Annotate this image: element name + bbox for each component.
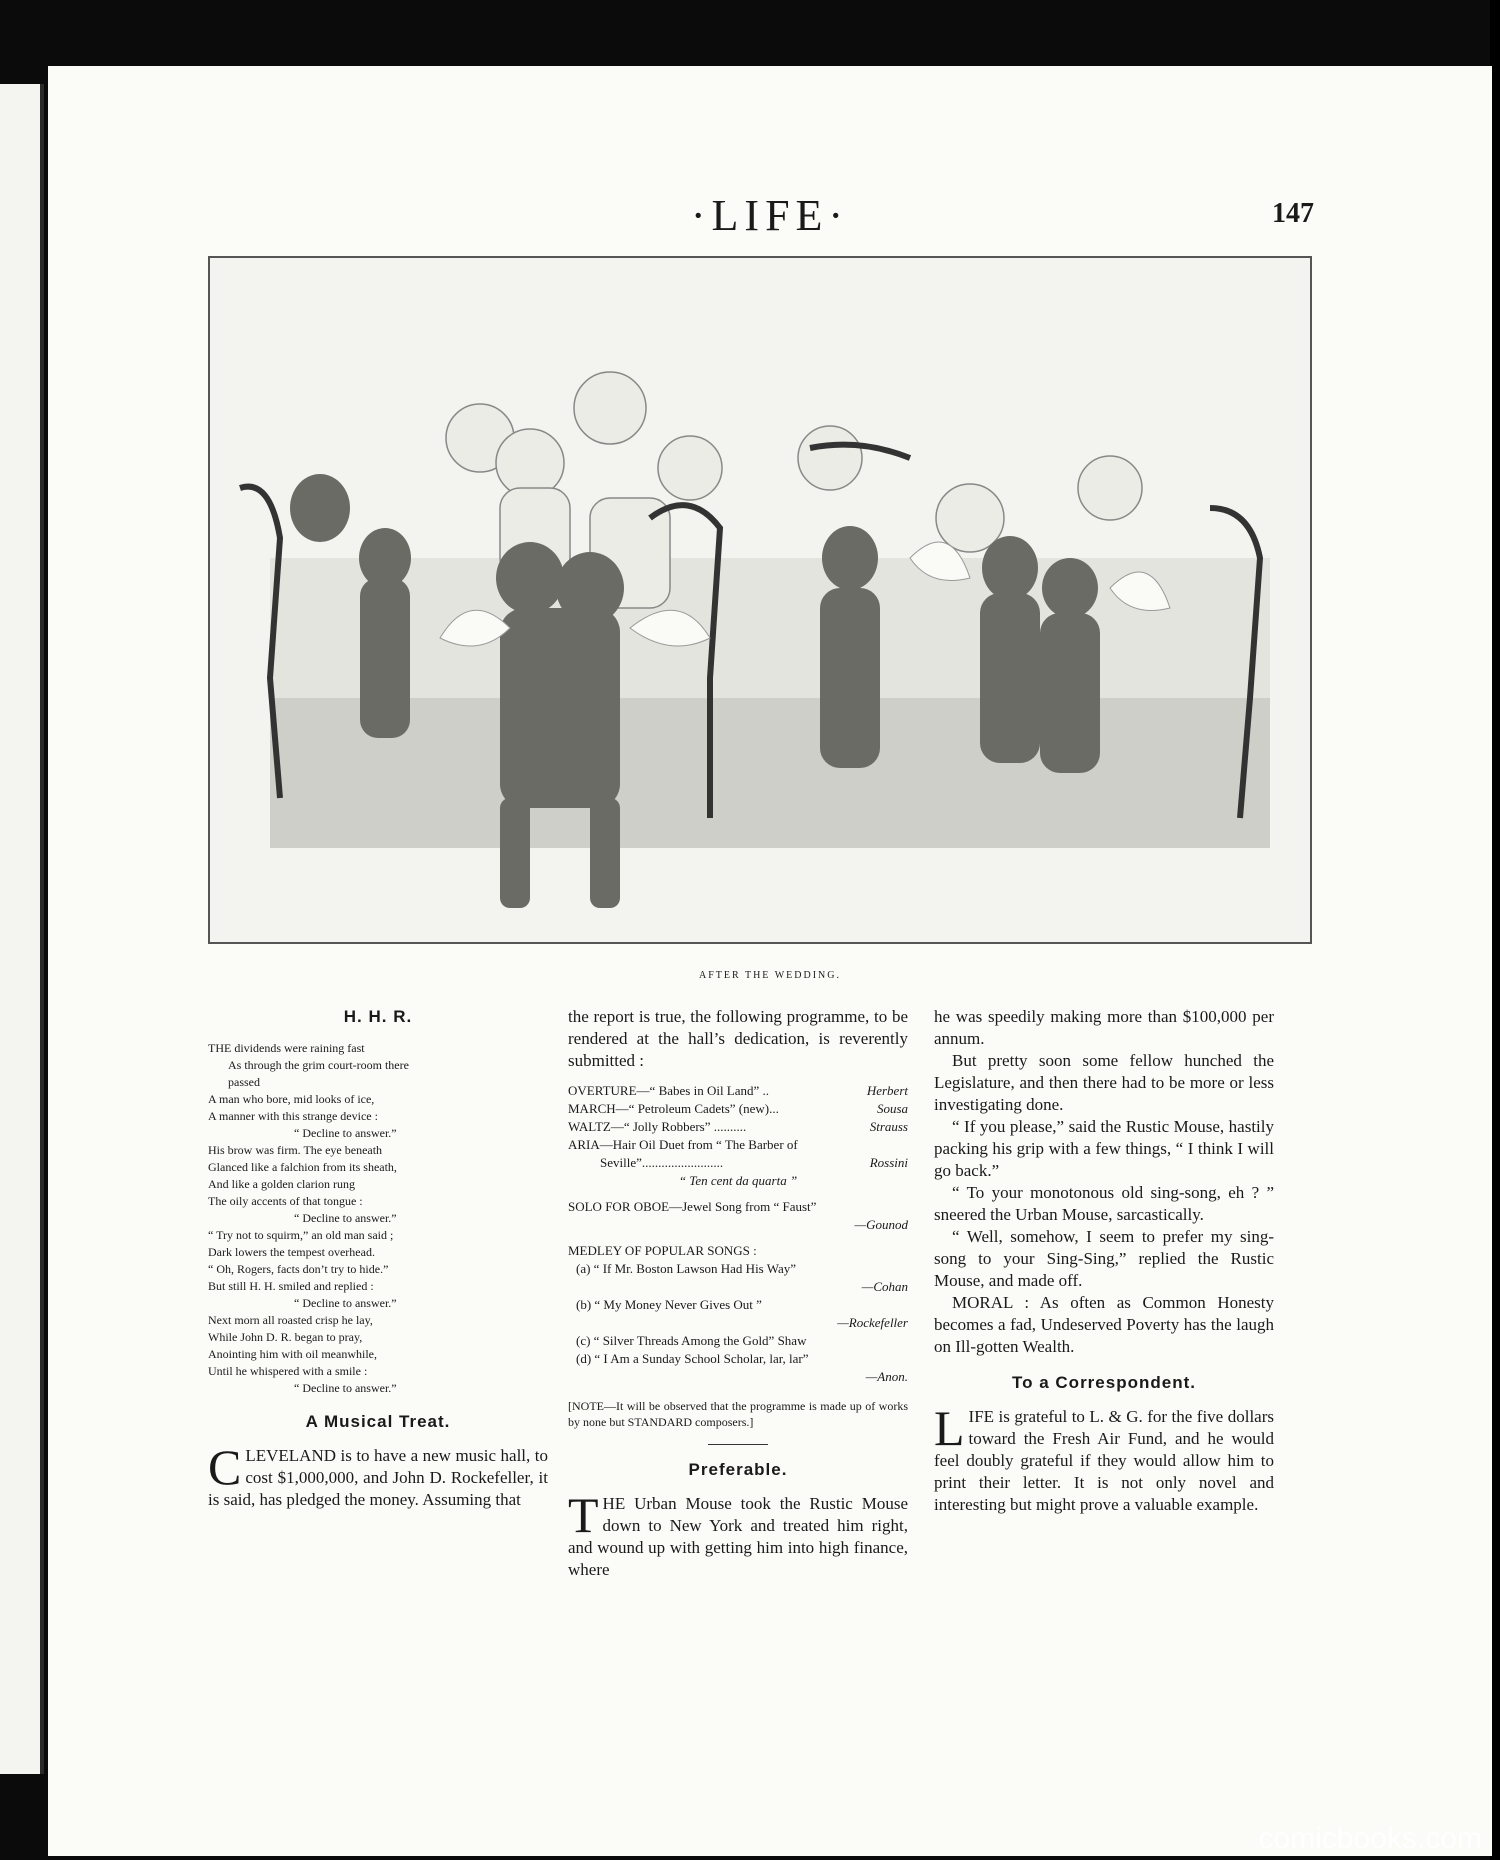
poem-line: passed <box>228 1075 260 1089</box>
poem-line: And like a golden clarion rung <box>208 1177 355 1191</box>
medley-composer: —Rockefeller <box>837 1315 908 1330</box>
paragraph: But pretty soon some fellow hunched the Legislature, and then there had to be more or less investigating done. <box>934 1051 1274 1114</box>
poem-line: “ Try not to squirm,” an old man said ; <box>208 1228 394 1242</box>
poem-line: The oily accents of that tongue : <box>208 1194 363 1208</box>
programme-piece: Seville”......................... <box>600 1155 724 1170</box>
medley-composer: —Cohan <box>861 1279 908 1294</box>
programme-composer: Rossini <box>869 1155 908 1170</box>
programme-composer: Strauss <box>869 1119 908 1134</box>
poem-line: A manner with this strange device : <box>208 1109 378 1123</box>
paragraph: “ Well, somehow, I seem to prefer my sing-song to your Sing-Sing,” replied the Rustic Mouse, and made off. <box>934 1227 1274 1290</box>
medley-item: (b) “ My Money Never Gives Out ” <box>576 1297 762 1312</box>
dropcap-c: C <box>208 1439 242 1495</box>
programme-intro: the report is true, the following programme, to be rendered at the hall’s dedication, is reverently submitted : <box>568 1007 908 1070</box>
programme-piece: OVERTURE—“ Babes in Oil Land” .. <box>568 1083 770 1098</box>
medley-item: (a) “ If Mr. Boston Lawson Had His Way” <box>576 1261 797 1276</box>
musical-treat-body: LEVELAND is to have a new music hall, to cost $1,000,000, and John D. Rockefeller, it is said, has pledged the money. Assuming that <box>208 1446 548 1509</box>
page-number: 147 <box>1272 198 1314 229</box>
programme-piece: MARCH—“ Petroleum Cadets” (new)... <box>568 1101 779 1116</box>
programme-item <box>568 1118 908 1136</box>
facing-page-edge <box>0 84 44 1774</box>
paragraph: “ If you please,” said the Rustic Mouse, hastily packing his grip with a few things, “ I think I will go back.” <box>934 1117 1274 1180</box>
magazine-page <box>48 66 1492 1856</box>
gutter-shadow <box>40 84 44 1774</box>
poem-line: A man who bore, mid looks of ice, <box>208 1092 375 1106</box>
poem-line: “ Decline to answer.” <box>294 1126 397 1140</box>
poem-line: But still H. H. smiled and replied : <box>208 1279 374 1293</box>
column-2 <box>568 1006 908 1581</box>
preferable-body: HE Urban Mouse took the Rustic Mouse down to New York and treated him right, and wound up with getting him into high finance, where <box>568 1494 908 1579</box>
watermark: comicbooks.com <box>1258 1822 1482 1855</box>
programme-extra <box>568 1172 908 1386</box>
medley-item: (c) “ Silver Threads Among the Gold” Shaw <box>576 1333 807 1348</box>
solo-composer: —Gounod <box>854 1217 908 1232</box>
paragraph: he was speedily making more than $100,000 per annum. <box>934 1007 1274 1048</box>
page-header <box>48 190 1492 250</box>
wedding-illustration <box>208 256 1312 944</box>
paragraph: MORAL : As often as Common Honesty becomes a fad, Undeserved Poverty has the laugh on Ill-gotten Wealth. <box>934 1293 1274 1356</box>
poem-line: “ Decline to answer.” <box>294 1381 397 1395</box>
correspondent-text <box>934 1400 1274 1516</box>
correspondent-title: To a Correspondent. <box>1012 1373 1196 1392</box>
medley-composer: —Anon. <box>865 1369 908 1384</box>
poem-line: Next morn all roasted crisp he lay, <box>208 1313 373 1327</box>
medley-title: MEDLEY OF POPULAR SONGS : <box>568 1243 757 1258</box>
programme-item <box>568 1154 908 1172</box>
solo-line: SOLO FOR OBOE—Jewel Song from “ Faust” <box>568 1199 817 1214</box>
programme-item <box>568 1082 908 1100</box>
dropcap-l: L <box>934 1400 965 1456</box>
cherubs-drawing <box>210 258 1310 942</box>
preferable-title: Preferable. <box>688 1460 788 1479</box>
programme-piece: ARIA—Hair Oil Duet from “ The Barber of <box>568 1137 798 1152</box>
poem-line: Until he whispered with a smile : <box>208 1364 368 1378</box>
programme-note: [NOTE—It will be observed that the programme is made up of works by none but STANDARD composers.] <box>568 1399 908 1429</box>
masthead: ·LIFE· <box>690 191 850 240</box>
programme-item <box>568 1100 908 1118</box>
poem-line: “ Oh, Rogers, facts don’t try to hide.” <box>208 1262 389 1276</box>
dropcap-t: T <box>568 1487 599 1543</box>
poem-line: “ Decline to answer.” <box>294 1296 397 1310</box>
medley-list <box>568 1260 908 1386</box>
programme-piece: WALTZ—“ Jolly Robbers” .......... <box>568 1119 747 1134</box>
programme-composer: Herbert <box>866 1083 908 1098</box>
poem-line: THE dividends were raining fast <box>208 1041 365 1055</box>
poem-body <box>208 1040 548 1397</box>
preferable-text <box>568 1487 908 1581</box>
correspondent-body: IFE is grateful to L. & G. for the five dollars toward the Fresh Air Fund, and he would feel doubly grateful if they would allow him to print their letter. It is not only novel and interesting but might prove a valuable example. <box>934 1407 1274 1514</box>
poem-line: While John D. R. began to pray, <box>208 1330 363 1344</box>
divider <box>708 1444 768 1445</box>
programme-item <box>568 1136 908 1154</box>
aria-subtitle: “ Ten cent da quarta ” <box>678 1173 798 1188</box>
poem-line: As through the grim court-room there <box>228 1058 409 1072</box>
poem-line: “ Decline to answer.” <box>294 1211 397 1225</box>
poem-line: Dark lowers the tempest overhead. <box>208 1245 375 1259</box>
column-3 <box>934 1006 1274 1516</box>
programme-composer: Sousa <box>876 1101 908 1116</box>
preferable-continued <box>934 1006 1274 1358</box>
poem-title: H. H. R. <box>343 1007 413 1026</box>
column-1 <box>208 1006 548 1511</box>
medley-item: (d) “ I Am a Sunday School Scholar, lar, lar” <box>576 1351 809 1366</box>
poem-line: His brow was firm. The eye beneath <box>208 1143 383 1157</box>
musical-treat-title: A Musical Treat. <box>305 1412 451 1431</box>
poem-line: Glanced like a falchion from its sheath, <box>208 1160 397 1174</box>
paragraph: “ To your monotonous old sing-song, eh ? ” sneered the Urban Mouse, sarcastically. <box>934 1183 1274 1224</box>
musical-treat-text <box>208 1439 548 1511</box>
programme-list <box>568 1082 908 1172</box>
illustration-caption: AFTER THE WEDDING. <box>698 970 841 981</box>
poem-line: Anointing him with oil meanwhile, <box>208 1347 377 1361</box>
